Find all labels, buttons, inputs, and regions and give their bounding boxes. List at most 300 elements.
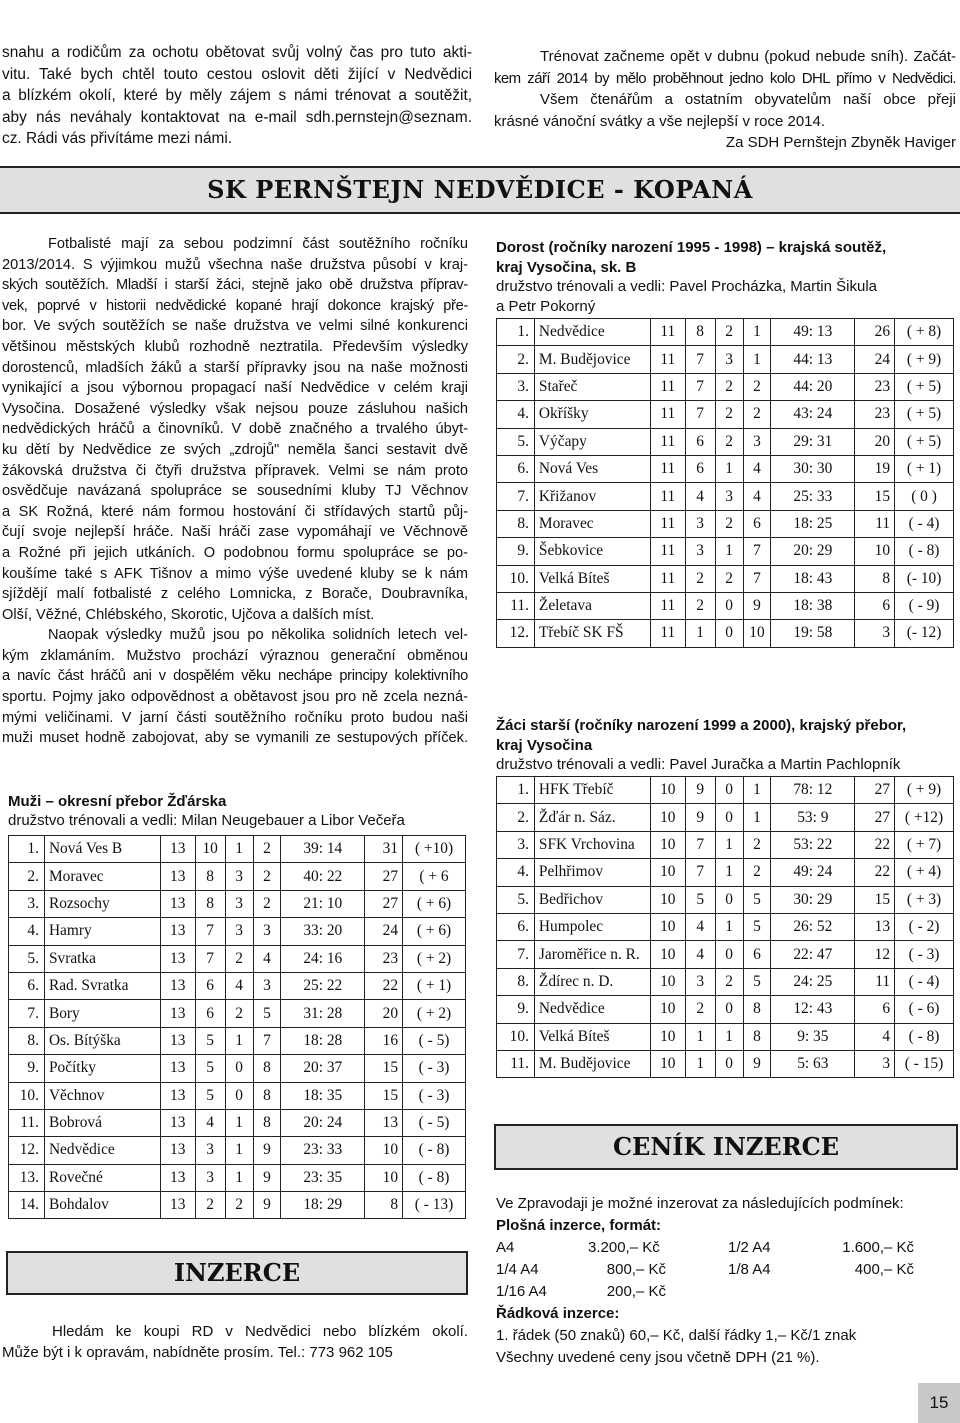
table-rank: 4.: [9, 918, 45, 945]
page-number: 15: [918, 1383, 960, 1423]
table-lost: 8: [253, 1055, 281, 1082]
table-lost: 2: [253, 836, 281, 863]
table-diff: ( - 3): [403, 1055, 466, 1082]
table-played: 11: [650, 592, 685, 619]
table-played: 13: [160, 1192, 195, 1219]
table-played: 11: [650, 620, 685, 647]
table-won: 3: [195, 1137, 225, 1164]
muzi-heading: [8, 792, 405, 830]
table-score: 23: 35: [281, 1164, 365, 1191]
table-played: 11: [650, 510, 685, 537]
table-diff: ( + 6): [403, 918, 466, 945]
inzerce-header: [6, 1251, 468, 1295]
table-played: 10: [650, 886, 685, 913]
price-row: [496, 1281, 954, 1303]
table-diff: ( +12): [895, 804, 954, 831]
table-drawn: 0: [715, 1050, 743, 1077]
table-points: 13: [855, 913, 895, 940]
table-rank: 9.: [9, 1055, 45, 1082]
table-team: Rozsochy: [44, 890, 160, 917]
article-line: 2013/2014. S výjimkou mužů všechna naše družstva působí v kraj-: [2, 256, 468, 273]
table-lost: 9: [253, 1192, 281, 1219]
table-diff: ( - 3): [895, 941, 954, 968]
table-row: [497, 996, 954, 1023]
table-played: 13: [160, 1137, 195, 1164]
table-row: [497, 538, 954, 565]
table-points: 11: [855, 510, 895, 537]
table-won: 6: [195, 972, 225, 999]
table-drawn: 0: [715, 804, 743, 831]
table-rank: 7.: [497, 483, 535, 510]
table-won: 5: [685, 886, 715, 913]
table-played: 13: [160, 890, 195, 917]
table-row: [497, 319, 954, 346]
table-rank: 12.: [9, 1137, 45, 1164]
cenik-header: [494, 1124, 958, 1170]
table-score: 44: 13: [771, 346, 855, 373]
table-drawn: 0: [225, 1082, 253, 1109]
table-diff: ( - 6): [895, 996, 954, 1023]
table-score: 53: 22: [771, 831, 855, 858]
table-points: 26: [855, 319, 895, 346]
table-score: 19: 58: [771, 620, 855, 647]
article-line: kým zklamáním. Mužstvo prochází výraznou generační obměnou: [2, 647, 468, 664]
table-score: 18: 35: [281, 1082, 365, 1109]
table-rank: 1.: [497, 777, 535, 804]
table-lost: 5: [253, 1000, 281, 1027]
table-lost: 5: [743, 968, 771, 995]
table-drawn: 1: [225, 836, 253, 863]
table-team: Želetava: [534, 592, 650, 619]
table-lost: 7: [743, 538, 771, 565]
table-lost: 8: [253, 1109, 281, 1136]
table-score: 12: 43: [771, 996, 855, 1023]
table-rank: 7.: [497, 941, 535, 968]
table-won: 8: [195, 890, 225, 917]
table-drawn: 1: [225, 1137, 253, 1164]
table-drawn: 1: [715, 1023, 743, 1050]
table-rank: 9.: [497, 996, 535, 1023]
table-lost: 6: [743, 941, 771, 968]
table-drawn: 0: [715, 620, 743, 647]
table-points: 20: [855, 428, 895, 455]
table-lost: 2: [743, 373, 771, 400]
table-row: [9, 1137, 466, 1164]
inzerce-line: Může být i k opravám, nabídněte prosím. Tel.: 773 962 105: [2, 1343, 393, 1361]
table-team: Bory: [44, 1000, 160, 1027]
table-won: 2: [685, 592, 715, 619]
table-played: 10: [650, 1050, 685, 1077]
table-rank: 6.: [9, 972, 45, 999]
table-rank: 8.: [9, 1027, 45, 1054]
dph-note: Všechny uvedené ceny jsou včetně DPH (21 %).: [496, 1349, 820, 1366]
table-drawn: 2: [715, 565, 743, 592]
table-lost: 5: [743, 886, 771, 913]
format-label: 1/8 A4: [728, 1261, 771, 1278]
article-line: bor. Ve svých soutěžích se naše družstva ve velmi silné konkurenci: [2, 318, 468, 335]
table-lost: 3: [253, 972, 281, 999]
table-played: 13: [160, 1164, 195, 1191]
table-diff: ( + 1): [895, 455, 954, 482]
table-team: Bohdalov: [44, 1192, 160, 1219]
table-played: 11: [650, 401, 685, 428]
table-played: 11: [650, 483, 685, 510]
table-drawn: 2: [225, 1000, 253, 1027]
article-line: vek, poprvé v historii nedvědické kopané hrají dokonce krajský pře-: [2, 297, 468, 314]
article-line: nedvědických hráčů a činovníků. V době značného a trvalého úbyt-: [2, 421, 468, 438]
table-played: 10: [650, 996, 685, 1023]
table-diff: ( - 13): [403, 1192, 466, 1219]
table-won: 5: [195, 1082, 225, 1109]
article-line: a Rožné při jejich utkáních. O podobnou formu spolupráce se po-: [2, 544, 468, 561]
table-won: 8: [685, 319, 715, 346]
table-row: [497, 510, 954, 537]
table-rank: 5.: [497, 886, 535, 913]
table-team: Okříšky: [534, 401, 650, 428]
table-lost: 3: [743, 428, 771, 455]
table-points: 19: [855, 455, 895, 482]
price-value: 3.200,– Kč: [588, 1239, 660, 1256]
dorost-heading: [496, 238, 886, 316]
table-drawn: 2: [715, 968, 743, 995]
table-team: HFK Třebíč: [534, 777, 650, 804]
table-played: 13: [160, 972, 195, 999]
table-drawn: 0: [715, 592, 743, 619]
table-rank: 3.: [9, 890, 45, 917]
table-diff: ( - 9): [895, 592, 954, 619]
table-row: [497, 428, 954, 455]
table-team: Humpolec: [534, 913, 650, 940]
table-drawn: 0: [715, 886, 743, 913]
table-row: [9, 1027, 466, 1054]
price-value: 400,– Kč: [854, 1261, 914, 1278]
table-points: 15: [365, 1082, 403, 1109]
table-played: 10: [650, 831, 685, 858]
table-score: 26: 52: [771, 913, 855, 940]
table-rank: 10.: [497, 565, 535, 592]
table-diff: ( + 5): [895, 373, 954, 400]
table-played: 10: [650, 941, 685, 968]
intro-left-line: aby nás neváhaly kontaktovat na e-mail sdh.pernstejn@seznam.: [2, 108, 472, 126]
table-played: 13: [160, 1055, 195, 1082]
table-score: 22: 47: [771, 941, 855, 968]
table-won: 6: [195, 1000, 225, 1027]
table-drawn: 0: [225, 1055, 253, 1082]
intro-right: [494, 46, 956, 154]
table-rank: 11.: [9, 1109, 45, 1136]
table-rank: 6.: [497, 455, 535, 482]
table-lost: 7: [253, 1027, 281, 1054]
price-value: 800,– Kč: [606, 1261, 666, 1278]
table-drawn: 3: [225, 918, 253, 945]
table-diff: ( - 5): [403, 1027, 466, 1054]
table-drawn: 2: [715, 373, 743, 400]
dorost-coaches: a Petr Pokorný: [496, 297, 596, 315]
table-won: 3: [685, 510, 715, 537]
table-played: 13: [160, 1082, 195, 1109]
article-line: čují svoje nejlepší hráče. Naši hráči zase vypomáhají ve Věchnově: [2, 524, 468, 541]
table-lost: 2: [743, 401, 771, 428]
table-drawn: 1: [715, 831, 743, 858]
table-row: [9, 836, 466, 863]
table-lost: 5: [743, 913, 771, 940]
table-played: 13: [160, 1109, 195, 1136]
table-drawn: 4: [225, 972, 253, 999]
table-won: 7: [685, 401, 715, 428]
radkova-text: 1. řádek (50 znaků) 60,– Kč, další řádky 1,– Kč/1 znak: [496, 1327, 857, 1344]
dorost-title: Dorost (ročníky narození 1995 - 1998) – krajská soutěž,: [496, 239, 887, 256]
table-played: 11: [650, 455, 685, 482]
table-points: 24: [855, 346, 895, 373]
muzi-coaches: družstvo trénovali a vedli: Milan Neugebauer a Libor Večeřa: [8, 812, 405, 829]
table-points: 8: [855, 565, 895, 592]
table-drawn: 1: [715, 913, 743, 940]
table-team: Moravec: [44, 863, 160, 890]
table-won: 1: [685, 620, 715, 647]
table-score: 30: 29: [771, 886, 855, 913]
table-won: 7: [195, 918, 225, 945]
inzerce-line: Hledám ke koupi RD v Nedvědici nebo blízkém okolí.: [52, 1323, 468, 1340]
table-won: 3: [685, 968, 715, 995]
table-row: [497, 592, 954, 619]
table-diff: (- 12): [895, 620, 954, 647]
table-rank: 4.: [497, 401, 535, 428]
table-rank: 4.: [497, 859, 535, 886]
table-played: 11: [650, 538, 685, 565]
table-drawn: 1: [715, 538, 743, 565]
table-diff: ( + 7): [895, 831, 954, 858]
table-diff: ( - 8): [895, 1023, 954, 1050]
table-drawn: 2: [715, 319, 743, 346]
table-team: Nedvědice: [534, 996, 650, 1023]
table-rank: 1.: [9, 836, 45, 863]
table-row: [9, 945, 466, 972]
table-team: Nedvědice: [44, 1137, 160, 1164]
table-team: Hamry: [44, 918, 160, 945]
format-label: 1/16 A4: [496, 1283, 547, 1300]
table-drawn: 3: [715, 483, 743, 510]
dorost-coaches: družstvo trénovali a vedli: Pavel Procházka, Martin Šikula: [496, 278, 878, 296]
table-diff: ( +10): [403, 836, 466, 863]
table-points: 22: [365, 972, 403, 999]
table-rank: 13.: [9, 1164, 45, 1191]
table-lost: 1: [743, 346, 771, 373]
table-points: 12: [855, 941, 895, 968]
table-team: Bedřichov: [534, 886, 650, 913]
table-lost: 9: [743, 592, 771, 619]
zaci-table-body: [497, 777, 954, 1078]
table-team: Nová Ves: [534, 455, 650, 482]
price-row: [496, 1259, 954, 1281]
table-points: 24: [365, 918, 403, 945]
article-line: vynikající a jsou výbornou propagací naší Nedvědice v celém kraji: [2, 380, 468, 397]
table-team: Žďár n. Sáz.: [534, 804, 650, 831]
table-row: [9, 1082, 466, 1109]
muzi-title: Muži – okresní přebor Žďárska: [8, 793, 227, 810]
intro-left: [2, 42, 472, 150]
table-row: [9, 863, 466, 890]
table-diff: ( 0 ): [895, 483, 954, 510]
table-lost: 3: [253, 918, 281, 945]
table-score: 18: 29: [281, 1192, 365, 1219]
table-points: 3: [855, 620, 895, 647]
table-rank: 3.: [497, 831, 535, 858]
table-rank: 2.: [9, 863, 45, 890]
table-team: M. Budějovice: [534, 346, 650, 373]
table-lost: 8: [743, 996, 771, 1023]
table-played: 13: [160, 918, 195, 945]
table-drawn: 2: [715, 428, 743, 455]
table-drawn: 1: [225, 1109, 253, 1136]
table-won: 9: [685, 777, 715, 804]
format-label: 1/2 A4: [728, 1239, 771, 1256]
table-team: Svratka: [44, 945, 160, 972]
intro-left-line: vitu. Také bych chtěl touto cestou oslovit děti žijící v Nedvědici: [2, 65, 472, 83]
table-won: 3: [685, 538, 715, 565]
table-played: 13: [160, 1027, 195, 1054]
table-rank: 5.: [9, 945, 45, 972]
table-score: 49: 13: [771, 319, 855, 346]
table-won: 5: [195, 1055, 225, 1082]
table-team: Nedvědice: [534, 319, 650, 346]
table-team: Počítky: [44, 1055, 160, 1082]
table-won: 4: [195, 1109, 225, 1136]
table-played: 13: [160, 863, 195, 890]
intro-right-line: kem září 2014 by mělo proběhnout jedno kolo DHL přímo v Nedvědici.: [494, 69, 956, 87]
table-rank: 8.: [497, 510, 535, 537]
table-played: 13: [160, 1000, 195, 1027]
table-row: [497, 1050, 954, 1077]
cenik-body: [496, 1193, 954, 1369]
table-won: 3: [195, 1164, 225, 1191]
table-played: 11: [650, 319, 685, 346]
table-points: 15: [365, 1055, 403, 1082]
section-title-band: [0, 166, 960, 214]
table-points: 15: [855, 886, 895, 913]
table-played: 10: [650, 968, 685, 995]
table-score: 49: 24: [771, 859, 855, 886]
table-rank: 11.: [497, 1050, 535, 1077]
table-lost: 1: [743, 319, 771, 346]
table-won: 7: [685, 346, 715, 373]
cenik-title: CENÍK INZERCE: [612, 1132, 840, 1161]
table-diff: (- 10): [895, 565, 954, 592]
section-title: SK PERNŠTEJN NEDVĚDICE - KOPANÁ: [207, 175, 753, 204]
table-lost: 2: [253, 890, 281, 917]
table-diff: ( - 4): [895, 968, 954, 995]
table-rank: 2.: [497, 346, 535, 373]
table-diff: ( - 2): [895, 913, 954, 940]
table-score: 18: 28: [281, 1027, 365, 1054]
table-row: [497, 804, 954, 831]
table-rank: 1.: [497, 319, 535, 346]
table-diff: ( + 3): [895, 886, 954, 913]
muzi-table: [8, 835, 466, 1219]
table-points: 27: [365, 890, 403, 917]
table-points: 15: [855, 483, 895, 510]
table-row: [497, 373, 954, 400]
article-line: a SK Rožná, které nám formou hostování či střídavých startů půj-: [2, 503, 468, 520]
table-score: 40: 22: [281, 863, 365, 890]
table-score: 53: 9: [771, 804, 855, 831]
table-drawn: 3: [225, 863, 253, 890]
table-rank: 3.: [497, 373, 535, 400]
table-rank: 2.: [497, 804, 535, 831]
table-points: 20: [365, 1000, 403, 1027]
table-points: 23: [855, 373, 895, 400]
table-rank: 10.: [9, 1082, 45, 1109]
table-rank: 7.: [9, 1000, 45, 1027]
table-diff: ( + 1): [403, 972, 466, 999]
table-points: 22: [855, 831, 895, 858]
table-points: 6: [855, 996, 895, 1023]
table-diff: ( - 4): [895, 510, 954, 537]
article: [2, 234, 468, 749]
table-drawn: 2: [225, 945, 253, 972]
table-score: 24: 16: [281, 945, 365, 972]
table-score: 43: 24: [771, 401, 855, 428]
table-drawn: 2: [225, 1192, 253, 1219]
table-points: 6: [855, 592, 895, 619]
table-won: 9: [685, 804, 715, 831]
table-diff: ( - 5): [403, 1109, 466, 1136]
table-drawn: 0: [715, 941, 743, 968]
table-lost: 1: [743, 777, 771, 804]
inzerce-title: INZERCE: [173, 1258, 301, 1287]
intro-right-line: Trénovat začneme opět v dubnu (pokud nebude sníh). Začát-: [540, 48, 956, 65]
table-row: [497, 886, 954, 913]
table-team: Velká Bíteš: [534, 1023, 650, 1050]
table-points: 27: [855, 777, 895, 804]
table-points: 13: [365, 1109, 403, 1136]
table-won: 2: [685, 565, 715, 592]
table-row: [9, 918, 466, 945]
article-line: mými veličinami. V jarní části soutěžního ročníku proto budou naši: [2, 709, 468, 726]
article-line: osvědčuje navázaná spolupráce se sousedními kluby TJ Věchnov: [2, 483, 468, 500]
table-score: 30: 30: [771, 455, 855, 482]
table-row: [9, 890, 466, 917]
article-line: sjíždějí malí fotbalisté z celého Lomnicka, z Borače, Doubravníka,: [2, 586, 468, 603]
table-won: 6: [685, 455, 715, 482]
table-points: 10: [365, 1164, 403, 1191]
cenik-intro: Ve Zpravodaji je možné inzerovat za následujících podmínek:: [496, 1195, 904, 1212]
table-team: Bobrová: [44, 1109, 160, 1136]
table-won: 7: [195, 945, 225, 972]
table-team: Šebkovice: [534, 538, 650, 565]
table-diff: ( + 6): [403, 890, 466, 917]
table-points: 23: [365, 945, 403, 972]
table-row: [497, 913, 954, 940]
table-points: 10: [855, 538, 895, 565]
table-team: Rad. Svratka: [44, 972, 160, 999]
table-points: 22: [855, 859, 895, 886]
table-won: 5: [195, 1027, 225, 1054]
table-team: Rovečné: [44, 1164, 160, 1191]
intro-left-line: cz. Rádi vás přivítáme mezi námi.: [2, 130, 233, 147]
table-drawn: 2: [715, 510, 743, 537]
zaci-title: Žáci starší (ročníky narození 1999 a 2000), krajský přebor,: [496, 717, 907, 734]
table-won: 7: [685, 373, 715, 400]
article-line: ských soutěžích. Mladší i starší žáci, stejně jako obě družstva příprav-: [2, 277, 468, 294]
table-points: 4: [855, 1023, 895, 1050]
table-rank: 14.: [9, 1192, 45, 1219]
price-value: 1.600,– Kč: [842, 1239, 914, 1256]
table-rank: 8.: [497, 968, 535, 995]
table-points: 16: [365, 1027, 403, 1054]
price-value: 200,– Kč: [606, 1283, 666, 1300]
table-diff: ( + 2): [403, 1000, 466, 1027]
table-won: 7: [685, 831, 715, 858]
